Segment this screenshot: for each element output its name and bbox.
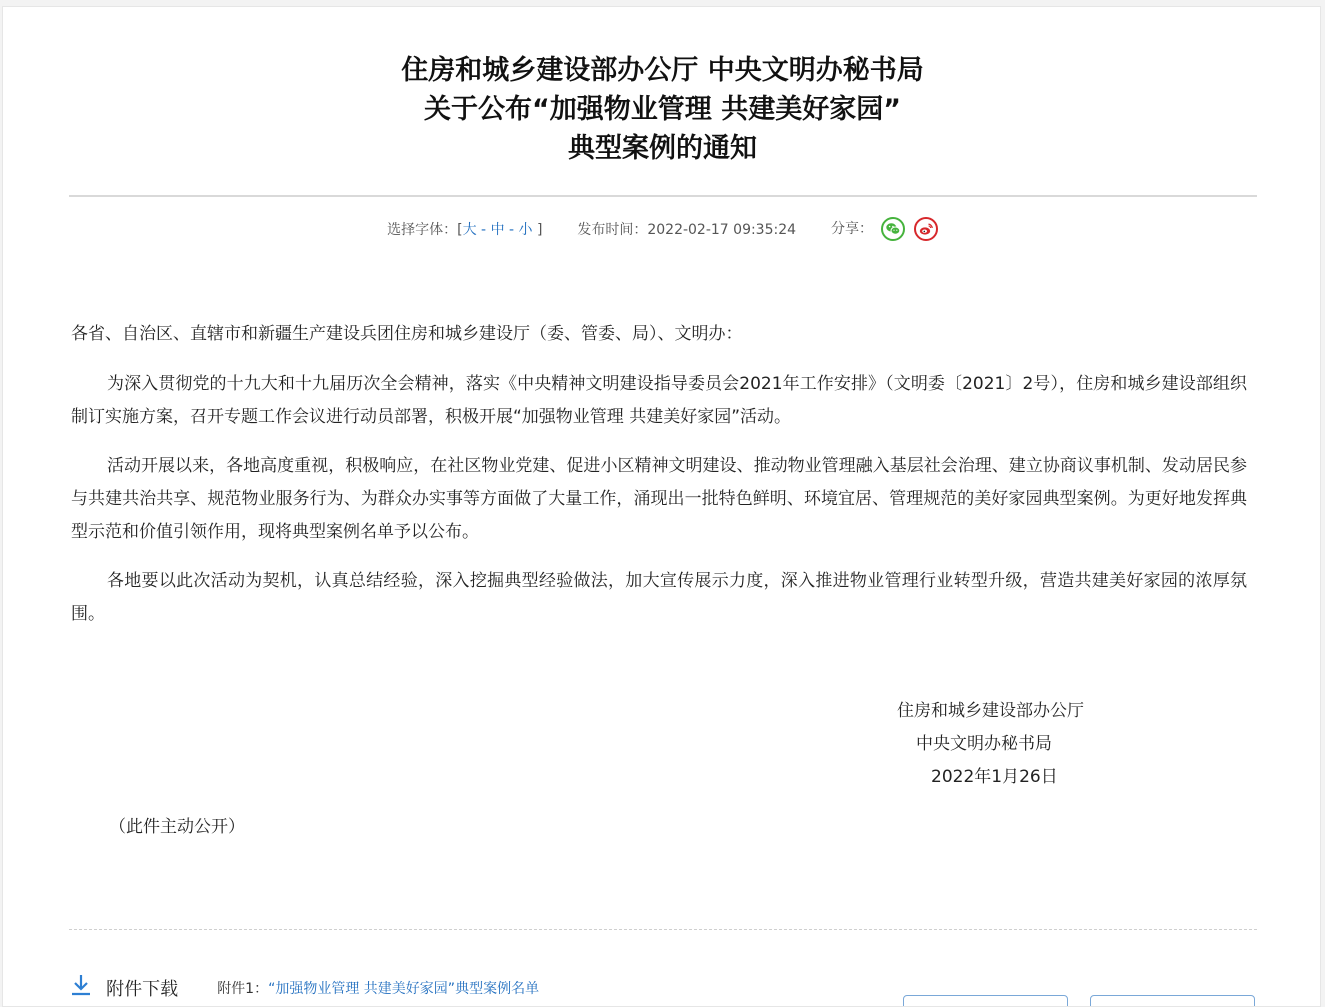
bottom-button-2[interactable]: [1090, 995, 1255, 1007]
share-group: [831, 217, 938, 241]
font-size-label: 选择字体：[: [387, 222, 463, 238]
public-notice: （此件主动公开）: [109, 817, 245, 837]
attachment-item-1-link[interactable]: “加强物业管理 共建美好家园”典型案例名单: [268, 981, 540, 997]
publish-info: [577, 219, 796, 239]
document-page: [2, 6, 1321, 1007]
bottom-button-1[interactable]: [903, 995, 1068, 1007]
document-body: [71, 318, 1247, 647]
attachment-item-1: [217, 978, 539, 998]
publish-label: 发布时间：: [577, 222, 648, 238]
document-title: [3, 51, 1321, 168]
font-size-dash: -: [504, 222, 519, 238]
share-label: 分享：: [830, 221, 873, 237]
font-size-dash: -: [476, 222, 491, 238]
font-size-close: ]: [532, 222, 543, 238]
body-paragraph-1: 为深入贯彻党的十九大和十九届历次全会精神，落实《中央精神文明建设指导委员会2021年工作安排》（文明委〔2021〕2号），住房和城乡建设部组织制订实施方案，召开专题工作会议进行动员部署，积极开展“加强物业管理 共建美好家园”活动。: [71, 374, 1247, 427]
signature-org-2: 中央文明办秘书局: [916, 734, 1052, 754]
font-size-medium-link[interactable]: 中: [490, 222, 505, 238]
download-icon: [69, 973, 93, 1003]
font-size-large-link[interactable]: 大: [462, 222, 477, 238]
attachment-download-label: 附件下载: [106, 979, 179, 1000]
font-size-small-link[interactable]: 小: [518, 222, 533, 238]
signature-date: 2022年1月26日: [931, 767, 1058, 787]
title-divider: [69, 195, 1257, 197]
font-size-selector: [387, 219, 542, 239]
weibo-icon[interactable]: [914, 217, 938, 241]
meta-bar: [3, 217, 1321, 247]
title-line-2: 关于公布“加强物业管理 共建美好家园”: [424, 94, 901, 125]
publish-time: 2022-02-17 09:35:24: [647, 222, 797, 238]
body-paragraph-3: 各地要以此次活动为契机，认真总结经验，深入挖掘典型经验做法，加大宣传展示力度，深入推进物业管理行业转型升级，营造共建美好家园的浓厚氛围。: [71, 571, 1247, 624]
attachment-section: [69, 973, 539, 1003]
title-line-1: 住房和城乡建设部办公厅 中央文明办秘书局: [401, 55, 924, 86]
signature-org-1: 住房和城乡建设部办公厅: [897, 701, 1084, 721]
attachment-item-1-prefix: 附件1：: [217, 981, 269, 997]
wechat-icon[interactable]: [881, 217, 905, 241]
salutation: 各省、自治区、直辖市和新疆生产建设兵团住房和城乡建设厅（委、管委、局）、文明办：: [71, 324, 743, 344]
title-line-3: 典型案例的通知: [568, 133, 757, 164]
attachment-divider: [69, 929, 1257, 930]
body-paragraph-2: 活动开展以来，各地高度重视，积极响应，在社区物业党建、促进小区精神文明建设、推动物业管理融入基层社会治理、建立协商议事机制、发动居民参与共建共治共享、规范物业服务行为、为群众办实事等方面做了大量工作，涌现出一批特色鲜明、环境宜居、管理规范的美好家园典型案例。为更好地发挥典型示范和价值引领作用，现将典型案例名单予以公布。: [71, 456, 1247, 542]
